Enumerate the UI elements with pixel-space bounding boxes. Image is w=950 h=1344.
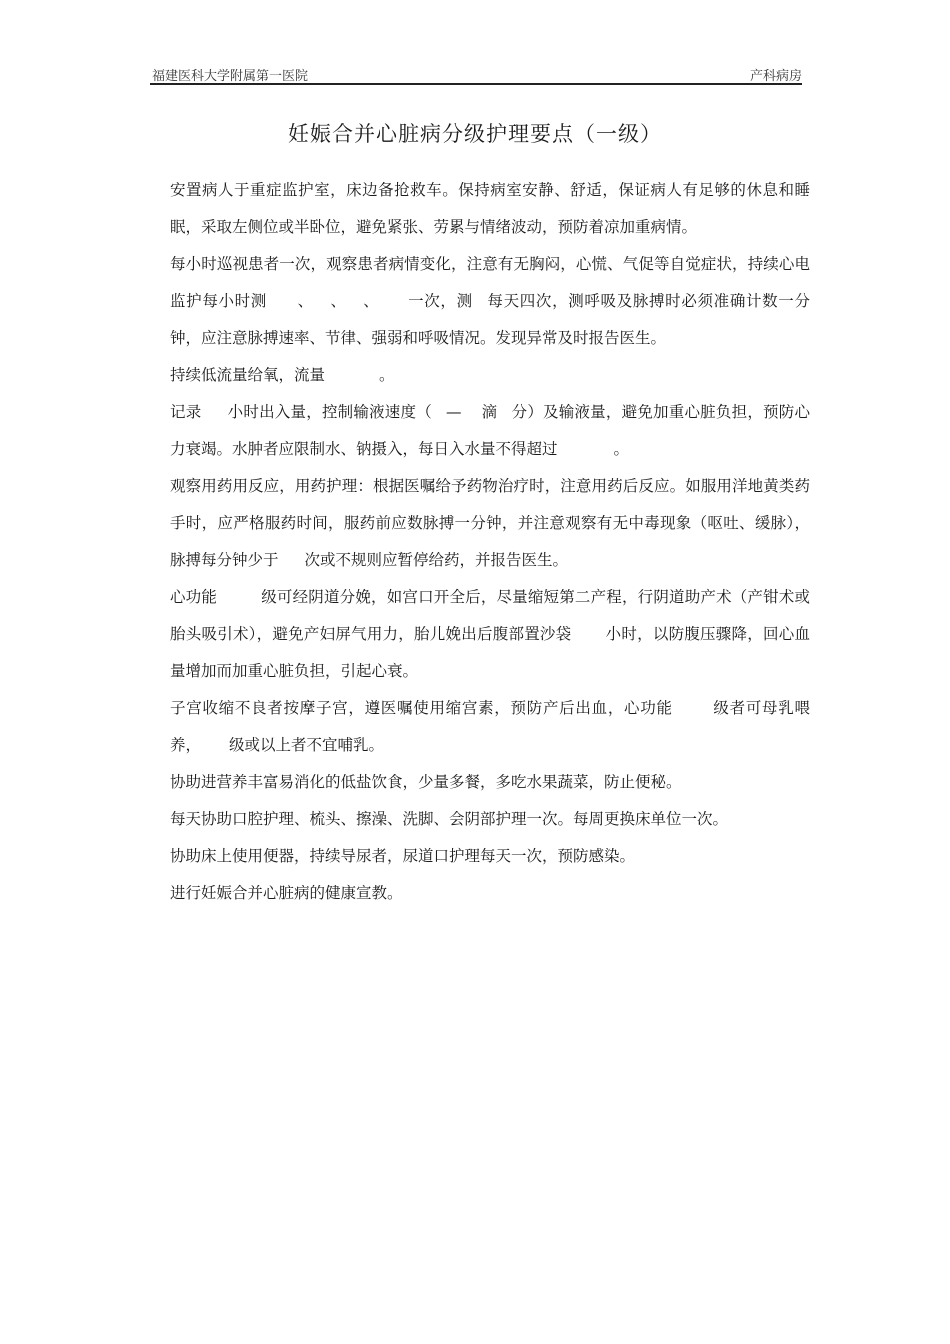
paragraph-diet	[170, 764, 810, 801]
paragraph-text: 级可经阴道分娩，如宫口开全后，尽量缩短第二产程，行阴道助产术（产钳术或胎头吸引术），避免产妇屏气用力，胎儿娩出后腹部置沙袋	[170, 588, 810, 643]
header-hospital-name: 福建医科大学附属第一医院	[152, 69, 309, 84]
paragraph-text: 、	[362, 292, 380, 310]
paragraph-monitoring	[170, 246, 810, 357]
paragraph-hygiene	[170, 801, 810, 838]
header-divider	[150, 83, 802, 85]
paragraph-text: 小时，以防腹压骤降，回心血量增加而加重心脏负担，引起心衰。	[170, 625, 810, 680]
paragraph-toilet	[170, 838, 810, 875]
paragraph-text: 进行妊娠合并心脏病的健康宣教。	[170, 884, 403, 902]
paragraph-text: 每小时巡视患者一次，观察患者病情变化，注意有无胸闷，心慌、气促等自觉症状，持续心电监护每小时测	[170, 255, 810, 310]
paragraph-text: 安置病人于重症监护室，床边备抢救车。保持病室安静、舒适，保证病人有足够的休息和睡眠，采取左侧位或半卧位，避免紧张、劳累与情绪波动，预防着凉加重病情。	[170, 181, 810, 236]
header-department: 产科病房	[749, 69, 802, 84]
paragraph-text: 次或不规则应暂停给药，并报告医生。	[304, 551, 569, 569]
paragraph-fluid-record	[170, 394, 810, 468]
paragraph-text: 级者可母乳喂养，	[170, 699, 810, 754]
paragraph-medication	[170, 468, 810, 579]
paragraph-text: 每天四次，测呼吸及脉搏时必须准确计数一分钟，应注意脉搏速率、节律、强弱和呼吸情况。发现异常及时报告医生。	[170, 292, 810, 347]
paragraph-education	[170, 875, 810, 912]
paragraph-text: —	[445, 403, 462, 421]
paragraph-text: 级或以上者不宜哺乳。	[229, 736, 385, 754]
paragraph-text: 子宫收缩不良者按摩子宫，遵医嘱使用缩宫素，预防产后出血，心功能	[170, 699, 673, 717]
paragraph-text: 持续低流量给氧，流量	[170, 366, 326, 384]
paragraph-placement	[170, 172, 810, 246]
paragraph-text: 每天协助口腔护理、梳头、擦澡、洗脚、会阴部护理一次。每周更换床单位一次。	[170, 810, 729, 828]
paragraph-text: 协助进营养丰富易消化的低盐饮食，少量多餐，多吃水果蔬菜，防止便秘。	[170, 773, 682, 791]
paragraph-text: 分）及输液量，避免加重心脏负担，预防心力衰竭。水肿者应限制水、钠摄入，每日入水量不得超过	[170, 403, 810, 458]
paragraph-delivery	[170, 579, 810, 690]
paragraph-text: 。	[379, 366, 395, 384]
paragraph-text: 心功能	[170, 588, 218, 606]
paragraph-postpartum	[170, 690, 810, 764]
paragraph-text: 小时出入量，控制输液速度（	[227, 403, 432, 421]
paragraph-text: 滴	[481, 403, 498, 421]
paragraph-text: 协助床上使用便器，持续导尿者，尿道口护理每天一次，预防感染。	[170, 847, 636, 865]
paragraph-text: 记录	[170, 403, 202, 421]
paragraph-text: 、	[329, 292, 347, 310]
paragraph-text: 、	[296, 292, 314, 310]
document-title: 妊娠合并心脏病分级护理要点（一级）	[288, 122, 662, 146]
paragraph-oxygen	[170, 357, 810, 394]
document-body	[170, 172, 810, 912]
paragraph-text: 。	[613, 440, 630, 458]
paragraph-text: 观察用药用反应，用药护理：根据医嘱给予药物治疗时，注意用药后反应。如服用洋地黄类药手时，应严格服药时间，服药前应数脉搏一分钟，并注意观察有无中毒现象（呕吐、缓脉），脉搏每分钟少于	[170, 477, 810, 569]
paragraph-text: 一次，测	[407, 292, 473, 310]
